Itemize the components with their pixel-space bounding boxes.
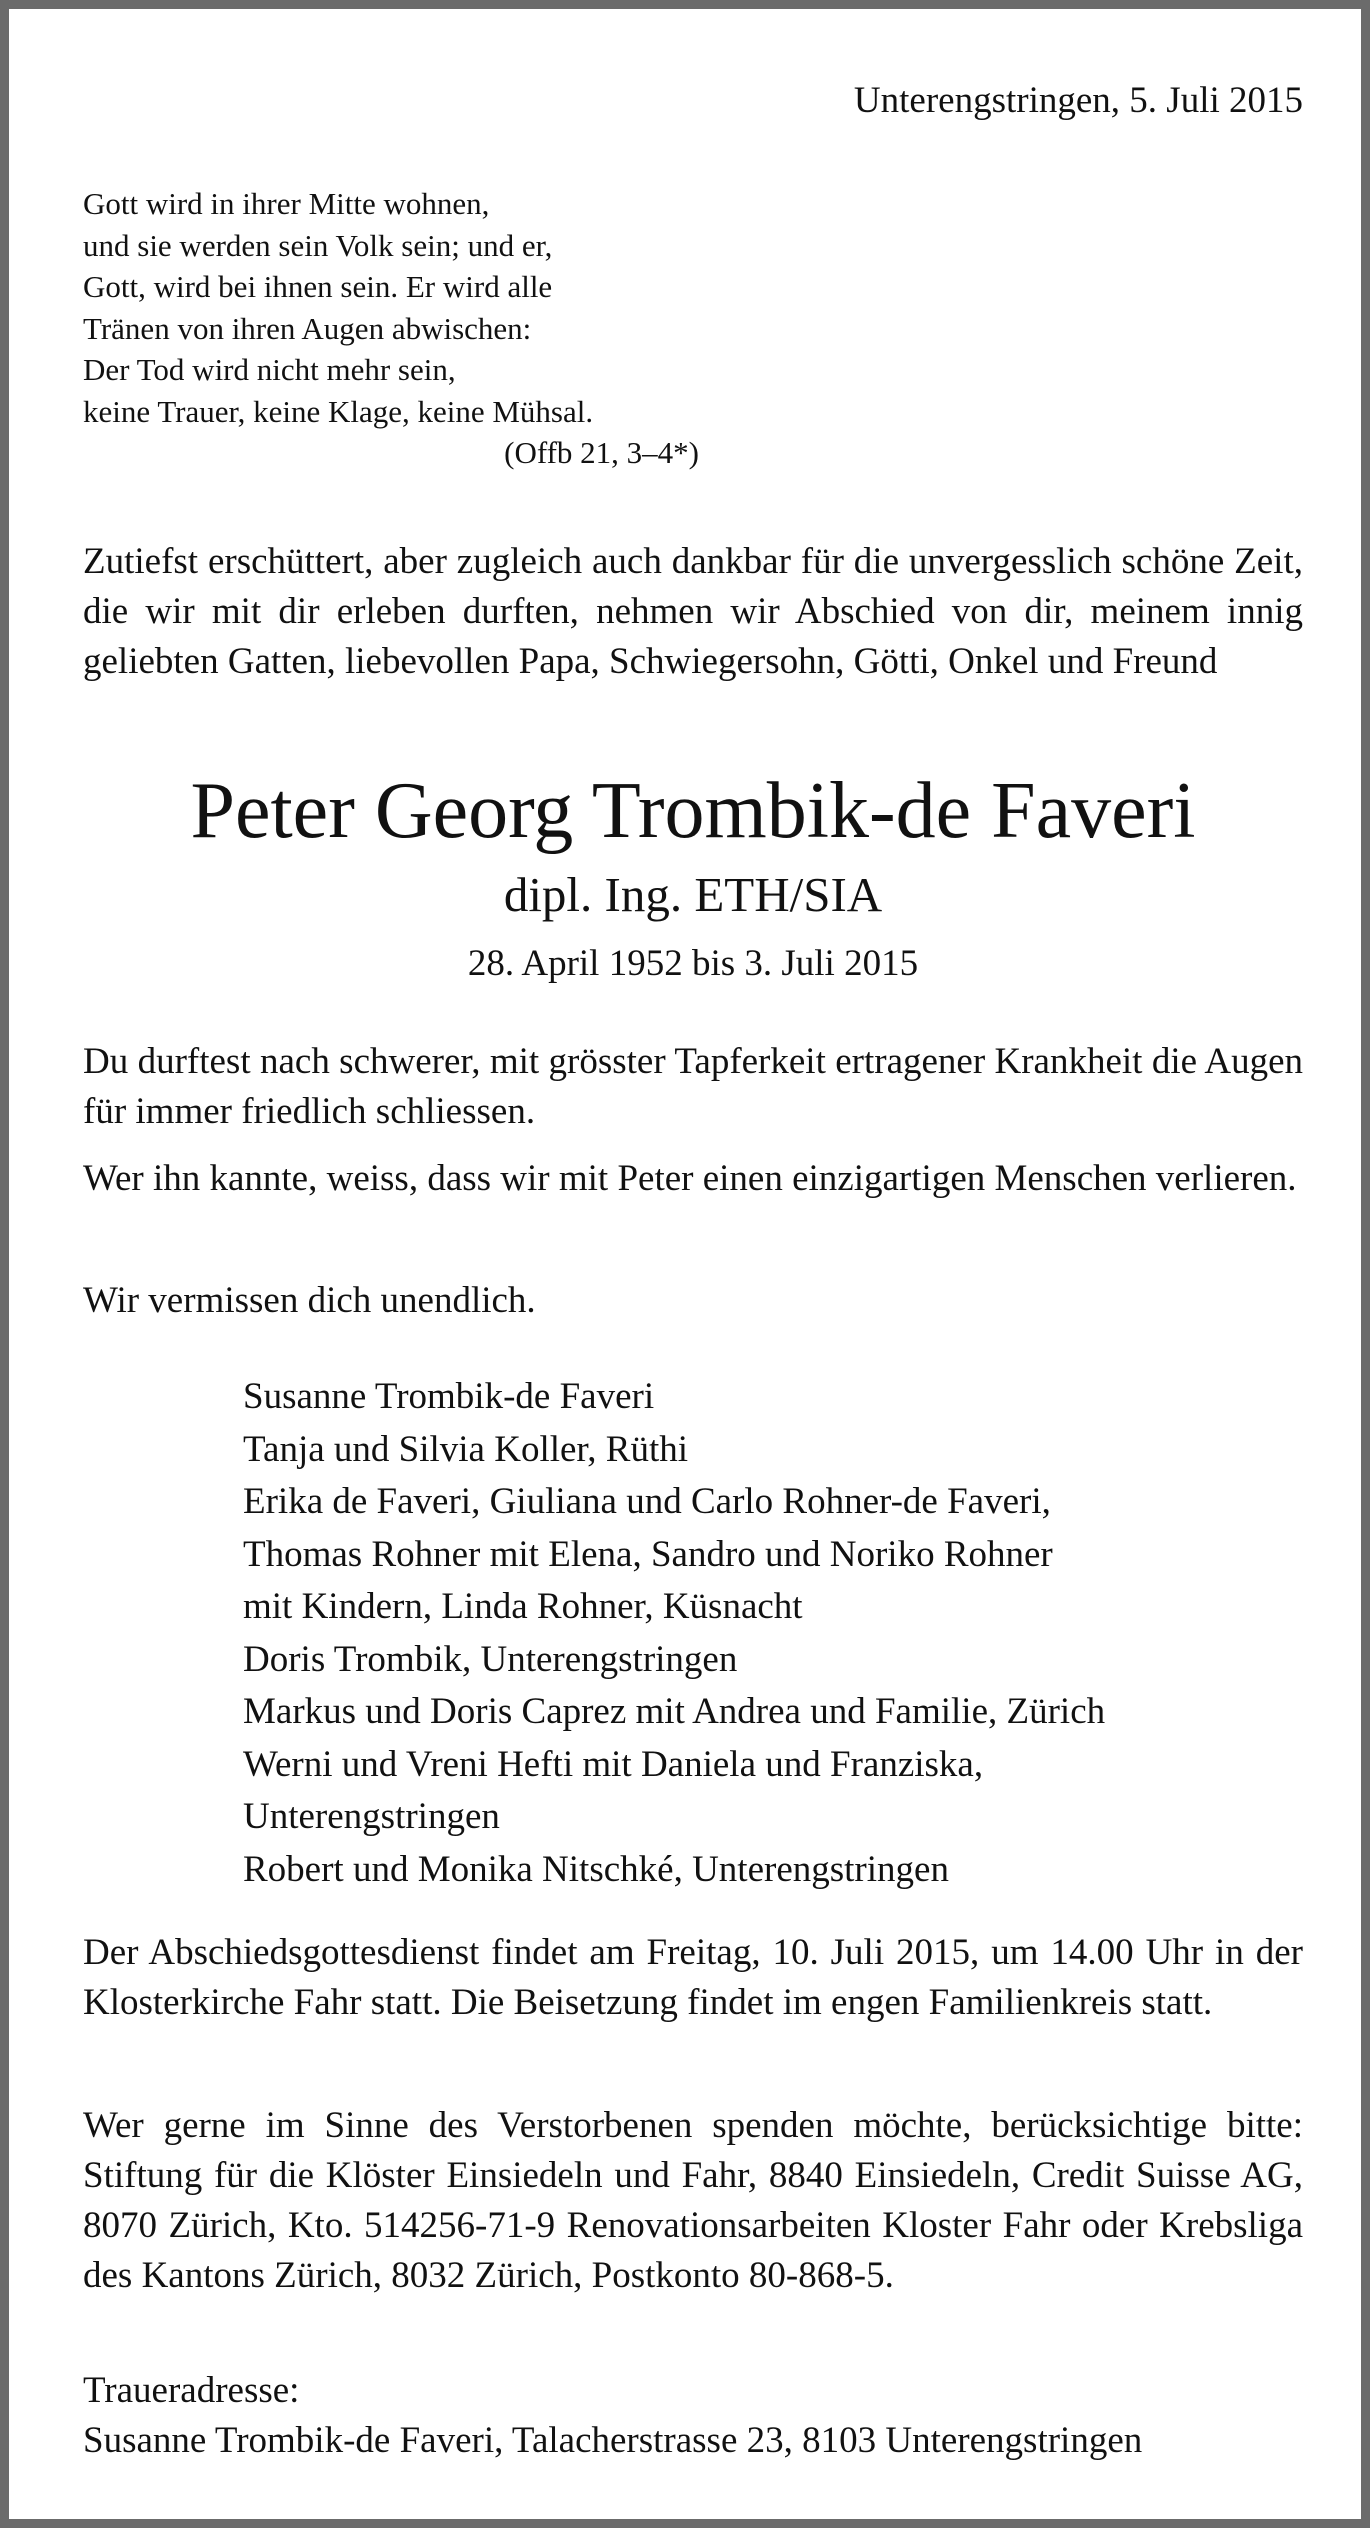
farewell-paragraph: Wer ihn kannte, weiss, dass wir mit Peter einen einzigartigen Menschen verlieren.	[83, 1158, 1297, 1199]
mourner-line: Tanja und Silvia Koller, Rüthi	[243, 1428, 689, 1470]
verse-line: Gott wird in ihrer Mitte wohnen,	[83, 186, 490, 221]
mourner-line: Markus und Doris Caprez mit Andrea und Familie, Zürich	[243, 1691, 1106, 1732]
mourner-line: Doris Trombik, Unterengstringen	[243, 1638, 738, 1680]
dateline: Unterengstringen, 5. Juli 2015	[853, 80, 1303, 121]
address-label: Traueradresse:	[83, 2370, 300, 2411]
address-value: Susanne Trombik-de Faveri, Talacherstrasse 23, 8103 Unterengstringen	[83, 2420, 1143, 2461]
bible-verse	[83, 183, 703, 474]
verse-line: Gott, wird bei ihnen sein. Er wird alle	[83, 269, 553, 304]
verse-line: Der Tod wird nicht mehr sein,	[83, 352, 456, 387]
deceased-name: Peter Georg Trombik-de Faveri	[190, 767, 1196, 855]
service-paragraph: Der Abschiedsgottesdienst findet am Freitag, 10. Juli 2015, um 14.00 Uhr in der Klosterkirche Fahr statt. Die Beisetzung findet im engen Familienkreis statt.	[83, 1932, 1303, 2023]
verse-line: und sie werden sein Volk sein; und er,	[83, 227, 553, 263]
donation-paragraph: Wer gerne im Sinne des Verstorbenen spenden möchte, berücksichtige bitte: Stiftung für die Klöster Einsiedeln und Fahr, 8840 Einsiedeln, Credit Suisse AG, 8070 Zürich, Kto. 514256-71-9 Renovationsarbeiten Kloster Fahr oder Krebsliga des Kantons Zürich, 8032 Zürich, Postkonto 80-868-5.	[83, 2105, 1303, 2296]
verse-source: (Offb 21, 3–4*)	[504, 435, 699, 470]
mourner-line: Thomas Rohner mit Elena, Sandro und Noriko Rohner	[243, 1533, 1053, 1575]
mourner-line: Robert und Monika Nitschké, Unterengstringen	[243, 1848, 949, 1890]
life-dates: 28. April 1952 bis 3. Juli 2015	[467, 943, 919, 984]
verse-line: keine Trauer, keine Klage, keine Mühsal.	[83, 393, 594, 429]
mourner-line: mit Kindern, Linda Rohner, Küsnacht	[243, 1586, 803, 1627]
farewell-paragraph: Wir vermissen dich unendlich.	[83, 1280, 536, 1321]
verse-line: Tränen von ihren Augen abwischen:	[83, 310, 532, 346]
mourner-line: Unterengstringen	[243, 1796, 500, 1837]
intro-paragraph: Zutiefst erschüttert, aber zugleich auch dankbar für die unvergesslich schöne Zeit, die wir mit dir erleben durften, nehmen wir Abschied von dir, meinem innig geliebten Gatten, liebevollen Papa, Schwiegersohn, Götti, Onkel und Freund	[83, 541, 1303, 682]
mourning-address	[83, 2366, 1303, 2466]
mourner-line: Werni und Vreni Hefti mit Daniela und Franziska,	[243, 1743, 984, 1785]
mourner-line: Erika de Faveri, Giuliana und Carlo Rohner-de Faveri,	[243, 1481, 1051, 1522]
mourners-list	[243, 1371, 1303, 1896]
mourner-line: Susanne Trombik-de Faveri	[243, 1376, 655, 1417]
deceased-title: dipl. Ing. ETH/SIA	[503, 867, 883, 922]
farewell-paragraph: Du durftest nach schwerer, mit grösster Tapferkeit ertragener Krankheit die Augen für immer friedlich schliessen.	[83, 1041, 1303, 1132]
